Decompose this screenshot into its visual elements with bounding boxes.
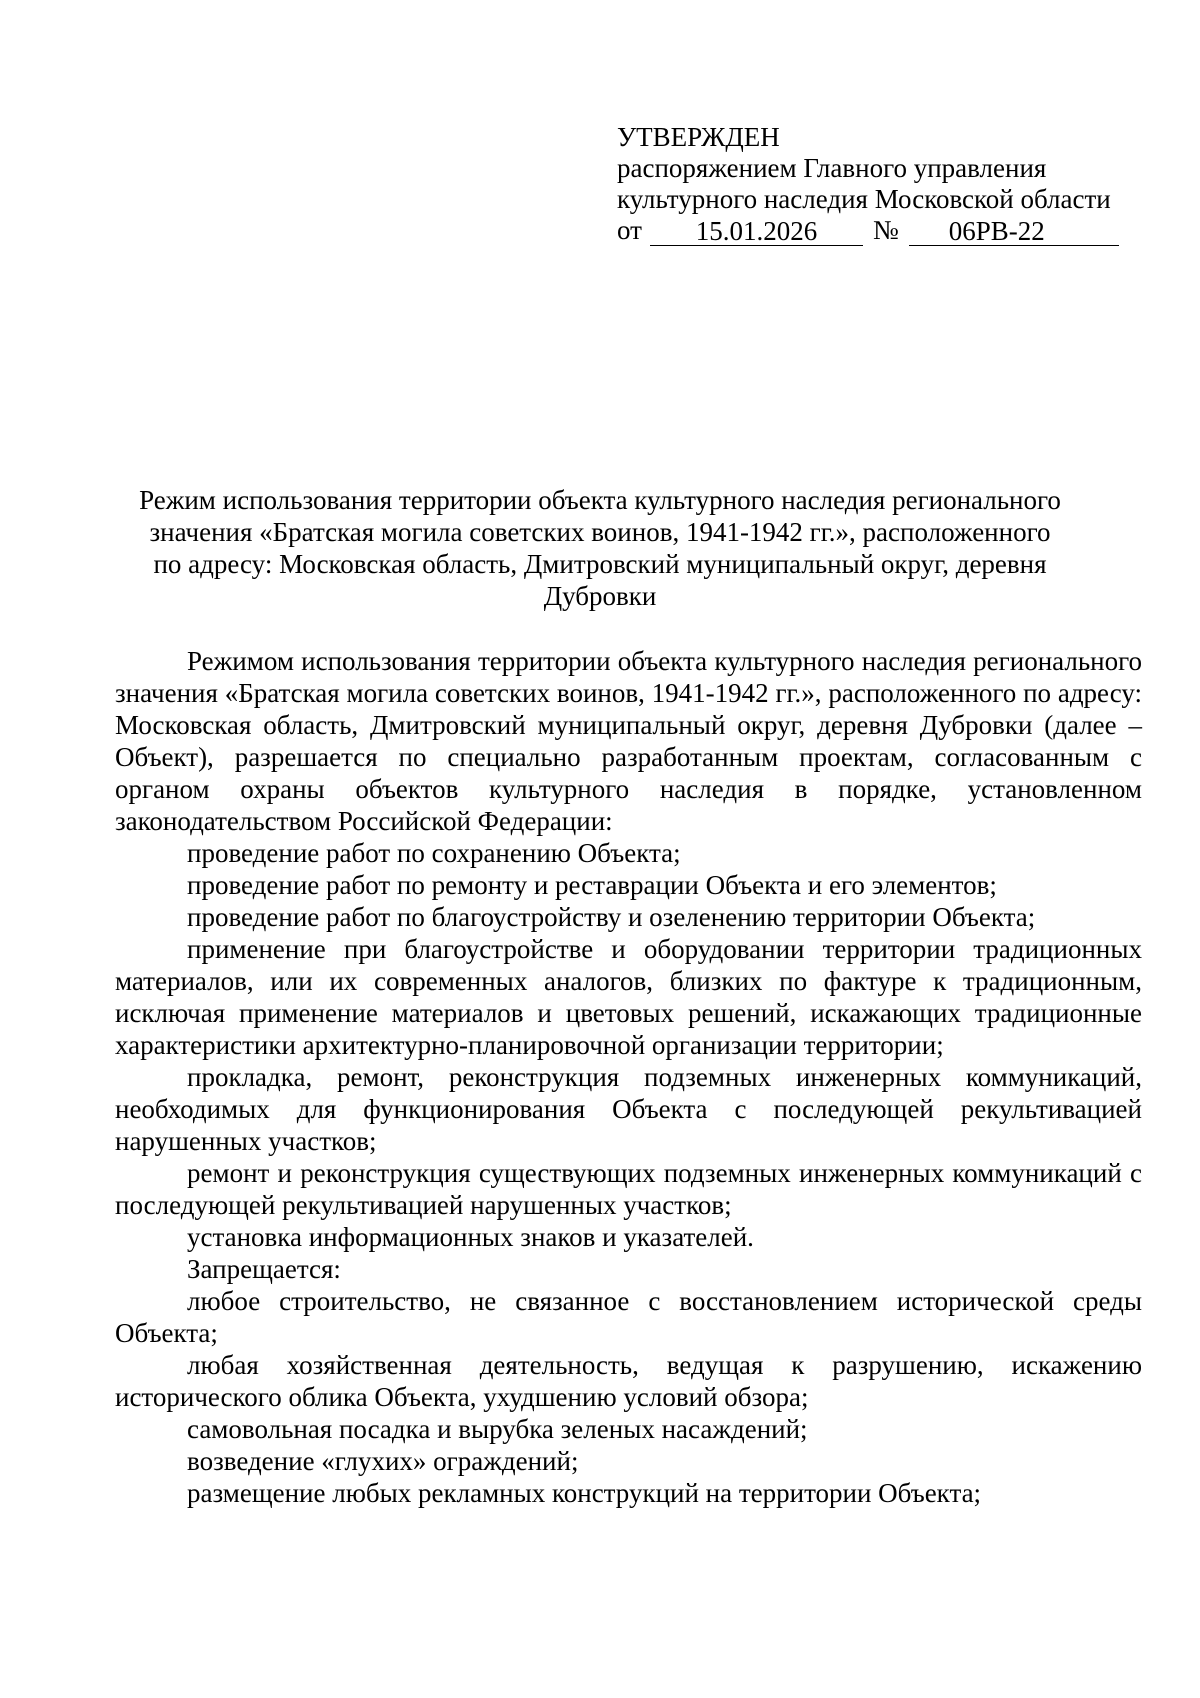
number-sign: №: [872, 215, 899, 245]
list-item: размещение любых рекламных конструкций на территории Объекта;: [187, 1478, 982, 1508]
date-prefix: от: [617, 215, 642, 245]
list-item: любая хозяйственная деятельность, ведущая к разрушению, искажению исторического облика Объекта, ухудшению условий обзора;: [115, 1350, 1142, 1412]
list-item: проведение работ по сохранению Объекта;: [187, 838, 681, 868]
list-item: самовольная посадка и вырубка зеленых насаждений;: [187, 1414, 808, 1444]
approval-date-number-line: [617, 215, 1119, 246]
list-item: проведение работ по ремонту и реставрации Объекта и его элементов;: [187, 870, 997, 900]
approval-heading: УТВЕРЖДЕН: [617, 122, 780, 152]
list-item: ремонт и реконструкция существующих подземных инженерных коммуникаций с последующей рекультивацией нарушенных участков;: [115, 1158, 1142, 1220]
list-item: применение при благоустройстве и оборудовании территории традиционных материалов, или их современных аналогов, близких по фактуре к традиционным, исключая применение материалов и цветовых решений, искажающих традиционные характеристики архитектурно-планировочной организации территории;: [115, 934, 1142, 1060]
approval-number: 06РВ-22: [909, 217, 1119, 246]
title-line: по адресу: Московская область, Дмитровский муниципальный округ, деревня: [153, 549, 1047, 579]
approval-date: 15.01.2026: [650, 217, 863, 246]
title-line: Дубровки: [543, 581, 657, 611]
title-line: Режим использования территории объекта культурного наследия регионального: [139, 485, 1061, 515]
title-line: значения «Братская могила советских воинов, 1941-1942 гг.», расположенного: [149, 517, 1051, 547]
prohibited-heading: Запрещается:: [187, 1254, 341, 1284]
list-item: проведение работ по благоустройству и озеленению территории Объекта;: [187, 902, 1036, 932]
list-item: установка информационных знаков и указателей.: [187, 1222, 754, 1252]
document-body: [115, 645, 1142, 1509]
list-item: прокладка, ремонт, реконструкция подземных инженерных коммуникаций, необходимых для функционирования Объекта с последующей рекультивацией нарушенных участков;: [115, 1062, 1142, 1156]
approval-line-1: распоряжением Главного управления: [617, 153, 1047, 183]
approval-stamp-block: [617, 122, 1119, 246]
body-paragraph-intro: Режимом использования территории объекта культурного наследия регионального значения «Братская могила советских воинов, 1941-1942 гг.», расположенного по адресу: Московская область, Дмитровский муниципальный округ, деревня Дубровки (далее – Объект), разрешается по специально разработанным проектам, согласованным с органом охраны объектов культурного наследия в порядке, установленном законодательством Российской Федерации:: [115, 646, 1142, 836]
list-item: любое строительство, не связанное с восстановлением исторической среды Объекта;: [115, 1286, 1142, 1348]
document-title: [115, 484, 1085, 612]
list-item: возведение «глухих» ограждений;: [187, 1446, 579, 1476]
approval-line-2: культурного наследия Московской области: [617, 184, 1111, 214]
